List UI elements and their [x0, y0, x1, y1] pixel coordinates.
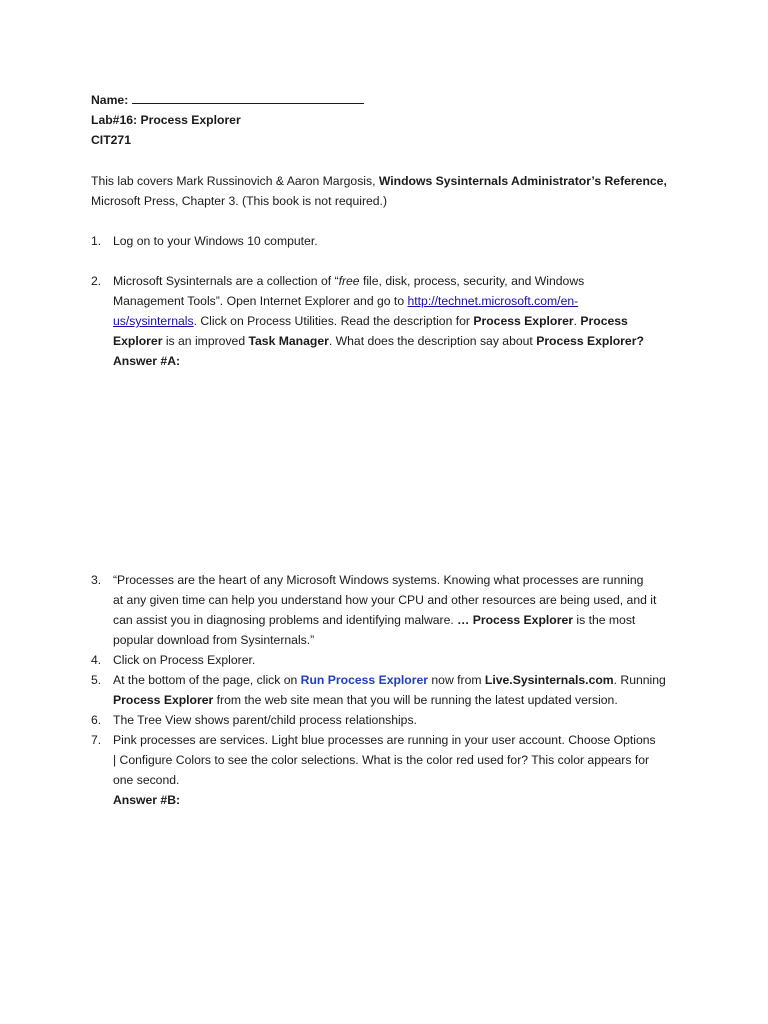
sysinternals-link[interactable]: http://technet.microsoft.com/en-: [407, 294, 579, 308]
course-code: CIT271: [91, 133, 131, 147]
step-2: 2. Microsoft Sysinternals are a collection of “free file, disk, process, security, and Windows Management Tools”. Open Internet Explorer and go to http://technet.microsoft.com/en- us/sysinternals. Click on Process Utilities. Read the description for Process Explorer. Process Explorer is an improved Task Manager. What does the description say about Process Explorer? Answer #A:: [91, 274, 644, 368]
sysinternals-link-cont[interactable]: us/sysinternals: [113, 314, 194, 328]
steps-3-7: [91, 570, 691, 810]
step-7: 7. Pink processes are services. Light blue processes are running in your user account. Choose Options | Configure Colors to see the color selections. What is the color red used for? This color appears for one second. Answer #B:: [91, 733, 656, 807]
name-label: Name:: [91, 93, 129, 107]
step-3: 3. “Processes are the heart of any Microsoft Windows systems. Knowing what processes are running at any given time can help you understand how your CPU and other resources are being used, and it can assist you in diagnosing problems and identifying malware. … Process Explorer is the most popular download from Sysinternals.”: [91, 573, 657, 647]
intro-paragraph: This lab covers Mark Russinovich & Aaron Margosis, Windows Sysinternals Administrator’s Reference, Microsoft Press, Chapter 3. (This book is not required.): [91, 174, 667, 208]
header-block: [91, 90, 691, 150]
run-process-explorer-link[interactable]: Run Process Explorer: [300, 673, 429, 687]
step-5: 5. At the bottom of the page, click on Run Process Explorer now from Live.Sysinternals.com. Running Process Explorer from the web site mean that you will be running the latest updated version.: [91, 673, 666, 707]
name-blank: [132, 90, 364, 104]
lab-title: Lab#16: Process Explorer: [91, 113, 241, 127]
step-6: 6. The Tree View shows parent/child process relationships.: [91, 713, 417, 727]
book-title: Windows Sysinternals Administrator’s Reference,: [378, 174, 667, 188]
answer-a-label: Answer #A:: [113, 354, 181, 368]
step-4: 4. Click on Process Explorer.: [91, 653, 256, 667]
answer-b-label: Answer #B:: [113, 793, 181, 807]
name-line: [91, 90, 691, 110]
step-1: 1. Log on to your Windows 10 computer.: [91, 234, 318, 248]
